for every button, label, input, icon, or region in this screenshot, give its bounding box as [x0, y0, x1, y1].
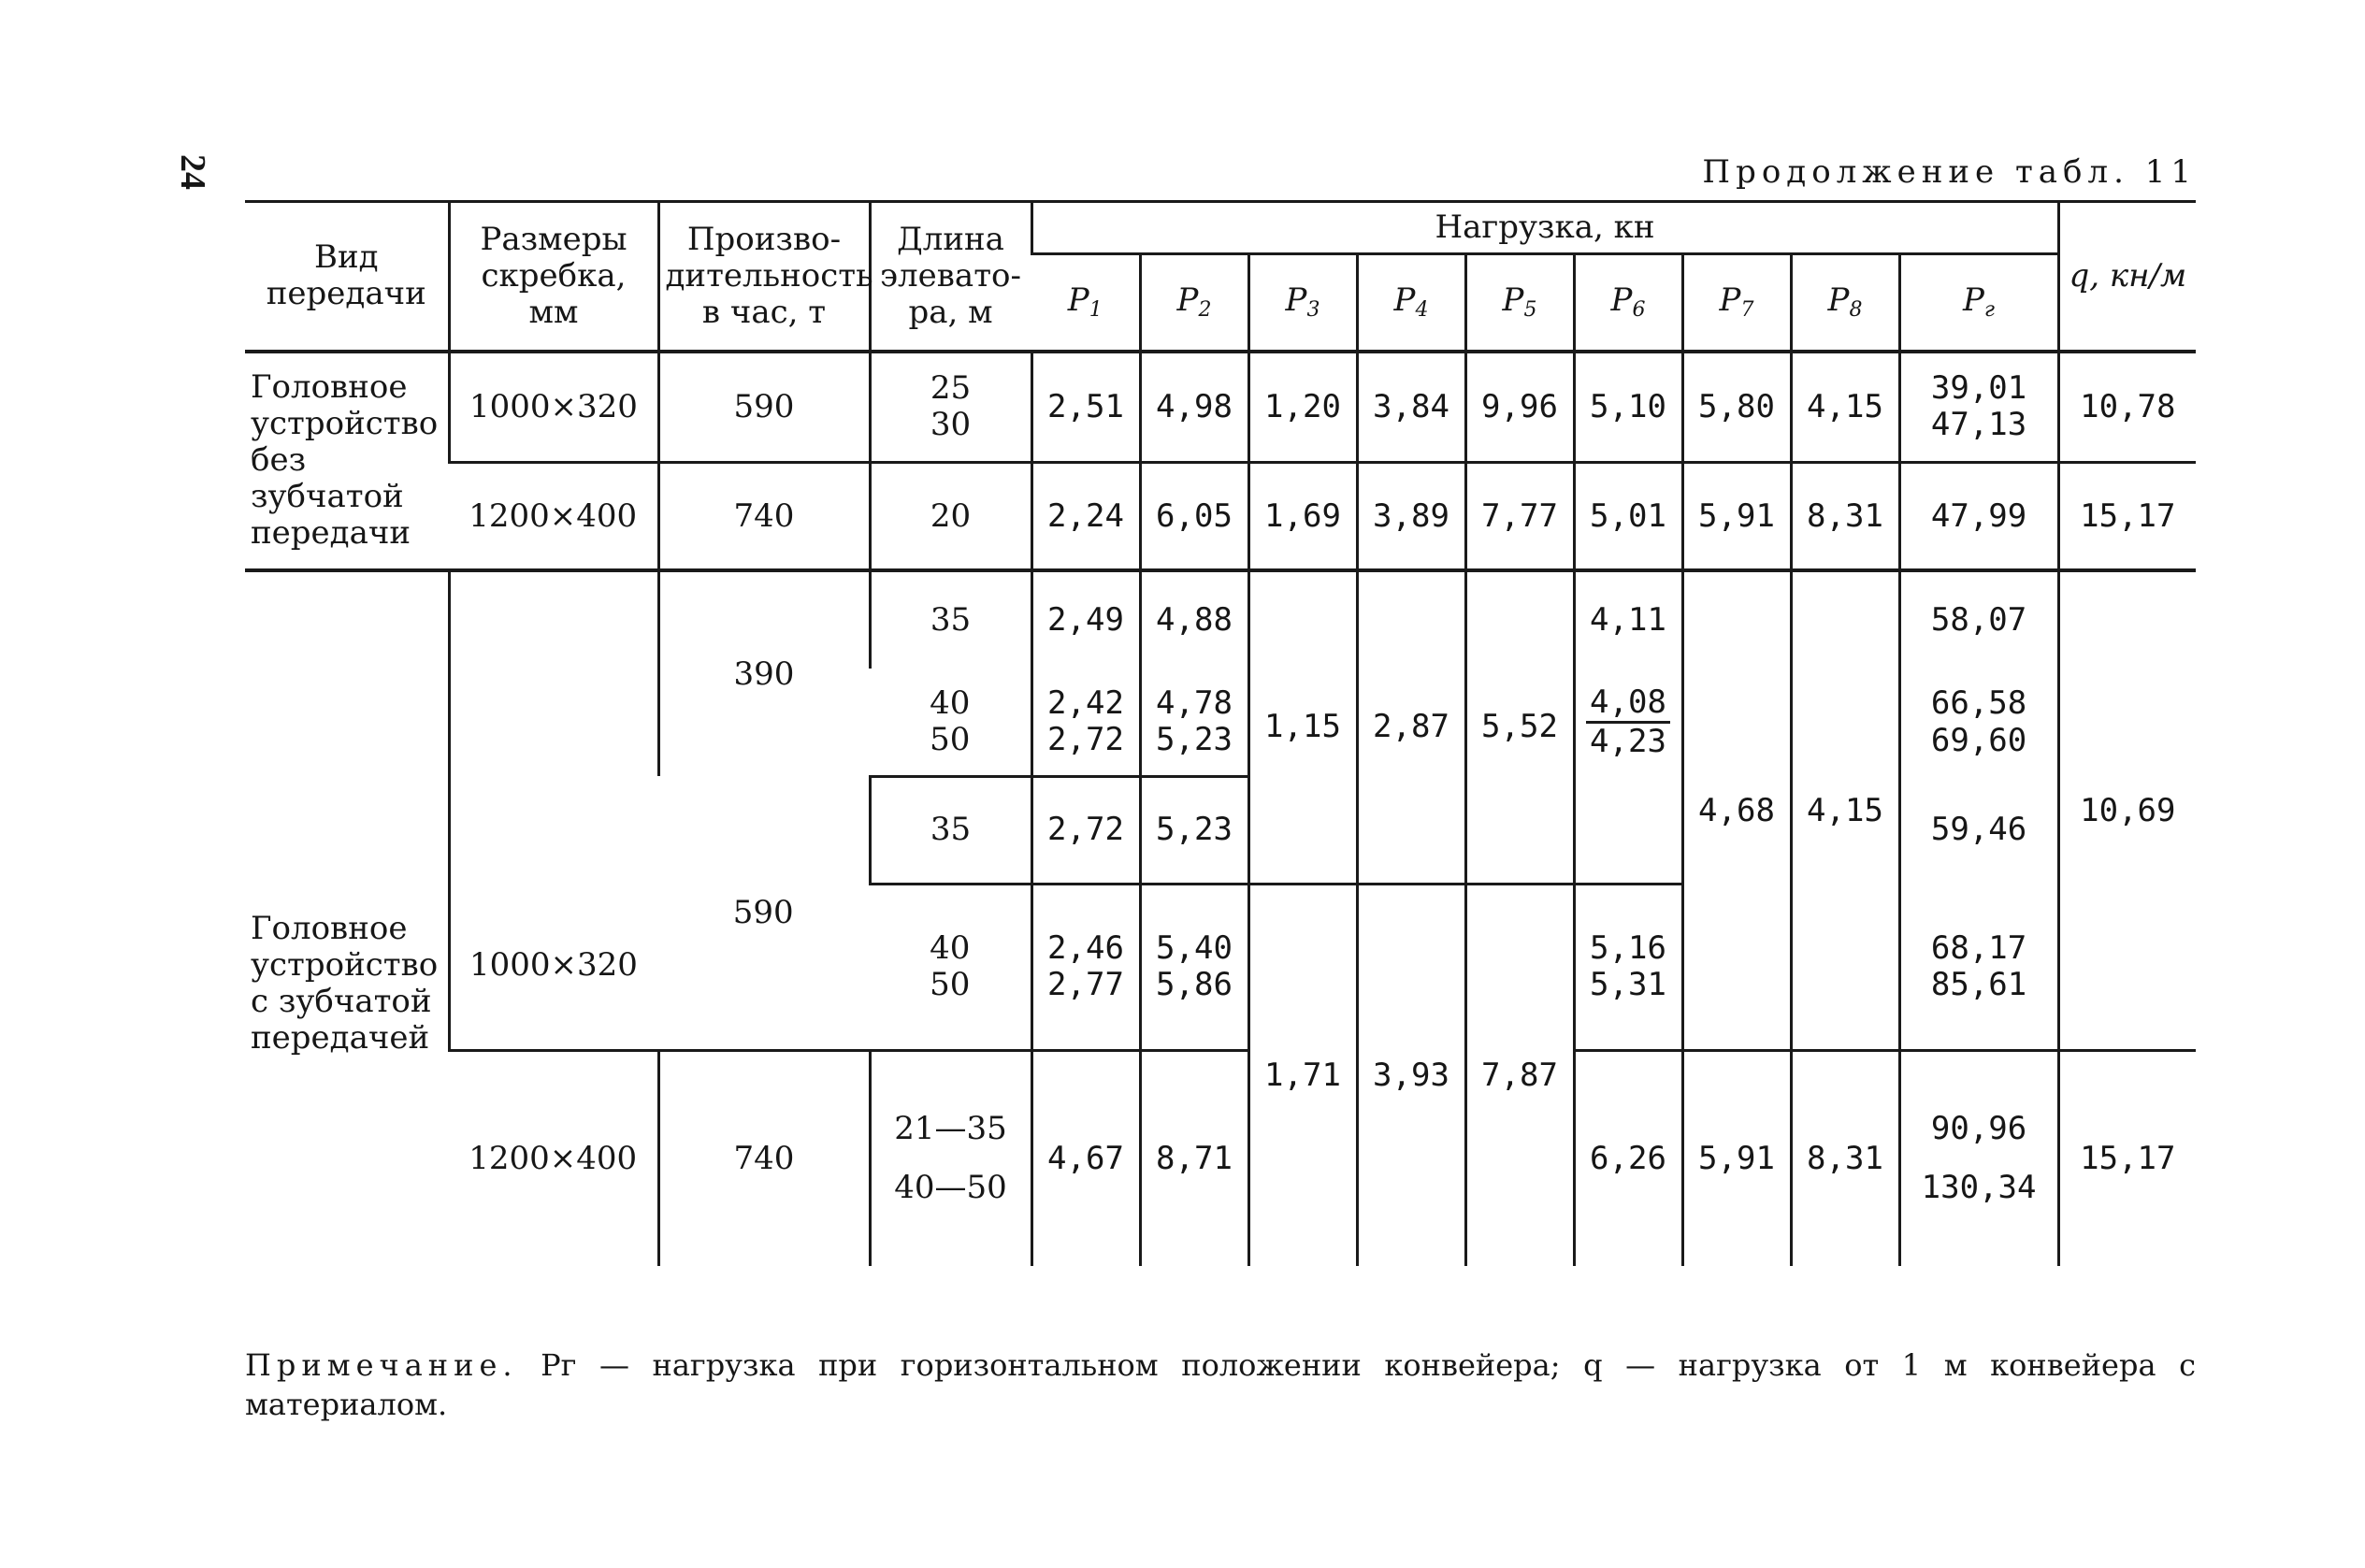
cell-p6: 5,01 [1574, 463, 1682, 570]
cell-pg: 90,96 130,34 [1899, 1050, 2058, 1266]
cell-p1: 2,49 [1031, 570, 1140, 669]
cell-p3: 1,69 [1248, 463, 1357, 570]
header-p1: $P_1$ [1031, 254, 1140, 352]
header-size: Размеры скребка, мм [449, 202, 658, 352]
cell-p2: 8,71 [1140, 1050, 1248, 1266]
cell-p1: 2,72 [1031, 776, 1140, 884]
cell-p5: 7,77 [1465, 463, 1574, 570]
table-row [245, 1050, 2196, 1266]
table-row [245, 352, 2196, 463]
cell-p4: 3,84 [1357, 352, 1465, 463]
cell-pg: 66,58 69,60 [1899, 669, 2058, 776]
footnote-text: Pг — нагрузка при горизонтальном положении конвейера; q — нагрузка от 1 м конвейера с материалом. [245, 1347, 2197, 1422]
header-pg: $P_г$ [1899, 254, 2058, 352]
cell-p1: 2,42 2,72 [1031, 669, 1140, 776]
header-type: Вид передачи [245, 202, 449, 352]
cell-q-shared: 10,69 [2058, 570, 2196, 1050]
cell-p7: 5,91 [1682, 463, 1791, 570]
header-q: q, кн/м [2058, 202, 2196, 352]
cell-p3: 1,20 [1248, 352, 1357, 463]
cell-p4-shared-top: 2,87 [1357, 570, 1465, 884]
header-load-group: Нагрузка, кн [1031, 202, 2058, 254]
cell-p6: 5,10 [1574, 352, 1682, 463]
cell-size: 1200×400 [449, 463, 658, 570]
cell-size: 1000×320 [449, 352, 658, 463]
cell-p2: 5,23 [1140, 776, 1248, 884]
cell-p7-shared: 4,68 [1682, 570, 1791, 1050]
page-number: 24 [173, 154, 212, 190]
cell-q: 15,17 [2058, 1050, 2196, 1266]
cell-p1: 2,46 2,77 [1031, 884, 1140, 1050]
cell-length: 35 [870, 776, 1031, 884]
header-p7: $P_7$ [1682, 254, 1791, 352]
cell-p1: 2,51 [1031, 352, 1140, 463]
cell-perf: 590 [658, 352, 870, 463]
cell-pg: 59,46 [1899, 776, 2058, 884]
footnote [245, 1346, 2196, 1424]
table-caption: Продолжение табл. 11 [1702, 153, 2197, 191]
row-type-no-gear: Головное устройство без зубчатой передачи [251, 368, 439, 553]
cell-p1: 4,67 [1031, 1050, 1140, 1266]
cell-p6: 6,26 [1574, 1050, 1682, 1266]
cell-p2: 4,98 [1140, 352, 1248, 463]
cell-q: 10,78 [2058, 352, 2196, 463]
cell-p5: 9,96 [1465, 352, 1574, 463]
cell-p7: 5,91 [1682, 1050, 1791, 1266]
header-p3: $P_3$ [1248, 254, 1357, 352]
header-p2: $P_2$ [1140, 254, 1248, 352]
header-p6: $P_6$ [1574, 254, 1682, 352]
cell-p8-shared: 4,15 [1791, 570, 1899, 1050]
cell-perf-390: 390 [658, 570, 870, 776]
cell-pg: 47,99 [1899, 463, 2058, 570]
header-p5: $P_5$ [1465, 254, 1574, 352]
row-type-with-gear: Головное устройство с зубчатой передачей [245, 570, 449, 1266]
cell-p3-shared-top: 1,15 [1248, 570, 1357, 884]
cell-length: 21—35 40—50 [870, 1050, 1031, 1266]
cell-p2: 4,78 5,23 [1140, 669, 1248, 776]
cell-length: 20 [870, 463, 1031, 570]
cell-pg: 58,07 [1899, 570, 2058, 669]
footnote-label: Примечание. [245, 1347, 518, 1383]
cell-p6-fraction: $\frac{4,08}{4,23}$ [1574, 669, 1682, 776]
cell-p4: 3,89 [1357, 463, 1465, 570]
cell-p8: 4,15 [1791, 352, 1899, 463]
cell-p5-shared-bottom: 7,87 [1465, 884, 1574, 1266]
cell-p2: 4,88 [1140, 570, 1248, 669]
cell-perf: 740 [658, 463, 870, 570]
cell-p7: 5,80 [1682, 352, 1791, 463]
cell-p3-shared-bottom: 1,71 [1248, 884, 1357, 1266]
header-p8: $P_8$ [1791, 254, 1899, 352]
cell-size-1200: 1200×400 [449, 1050, 658, 1266]
cell-p8: 8,31 [1791, 1050, 1899, 1266]
table-row [245, 570, 2196, 669]
cell-p8: 8,31 [1791, 463, 1899, 570]
header-p4: $P_4$ [1357, 254, 1465, 352]
cell-length: 40 50 [870, 884, 1031, 1050]
cell-pg: 39,01 47,13 [1899, 352, 2058, 463]
header-length: Длина элевато-ра, м [870, 202, 1031, 352]
cell-p6-empty [1574, 776, 1682, 884]
cell-length: 25 30 [870, 352, 1031, 463]
cell-size-1000: 1000×320 [449, 570, 658, 1050]
load-table [245, 200, 2196, 1266]
cell-length: 35 [870, 570, 1031, 669]
cell-p2: 5,40 5,86 [1140, 884, 1248, 1050]
cell-perf-740: 740 [658, 1050, 870, 1266]
cell-q: 15,17 [2058, 463, 2196, 570]
cell-p5-shared-top: 5,52 [1465, 570, 1574, 884]
cell-p6: 5,16 5,31 [1574, 884, 1682, 1050]
cell-p4-shared-bottom: 3,93 [1357, 884, 1465, 1266]
cell-p1: 2,24 [1031, 463, 1140, 570]
cell-pg: 68,17 85,61 [1899, 884, 2058, 1050]
cell-perf-590: 590 [732, 893, 794, 931]
cell-p2: 6,05 [1140, 463, 1248, 570]
cell-p6: 4,11 [1574, 570, 1682, 669]
cell-length: 40 50 [930, 683, 971, 758]
header-perf: Произво-дительность в час, т [658, 202, 870, 352]
table-row [245, 463, 2196, 570]
